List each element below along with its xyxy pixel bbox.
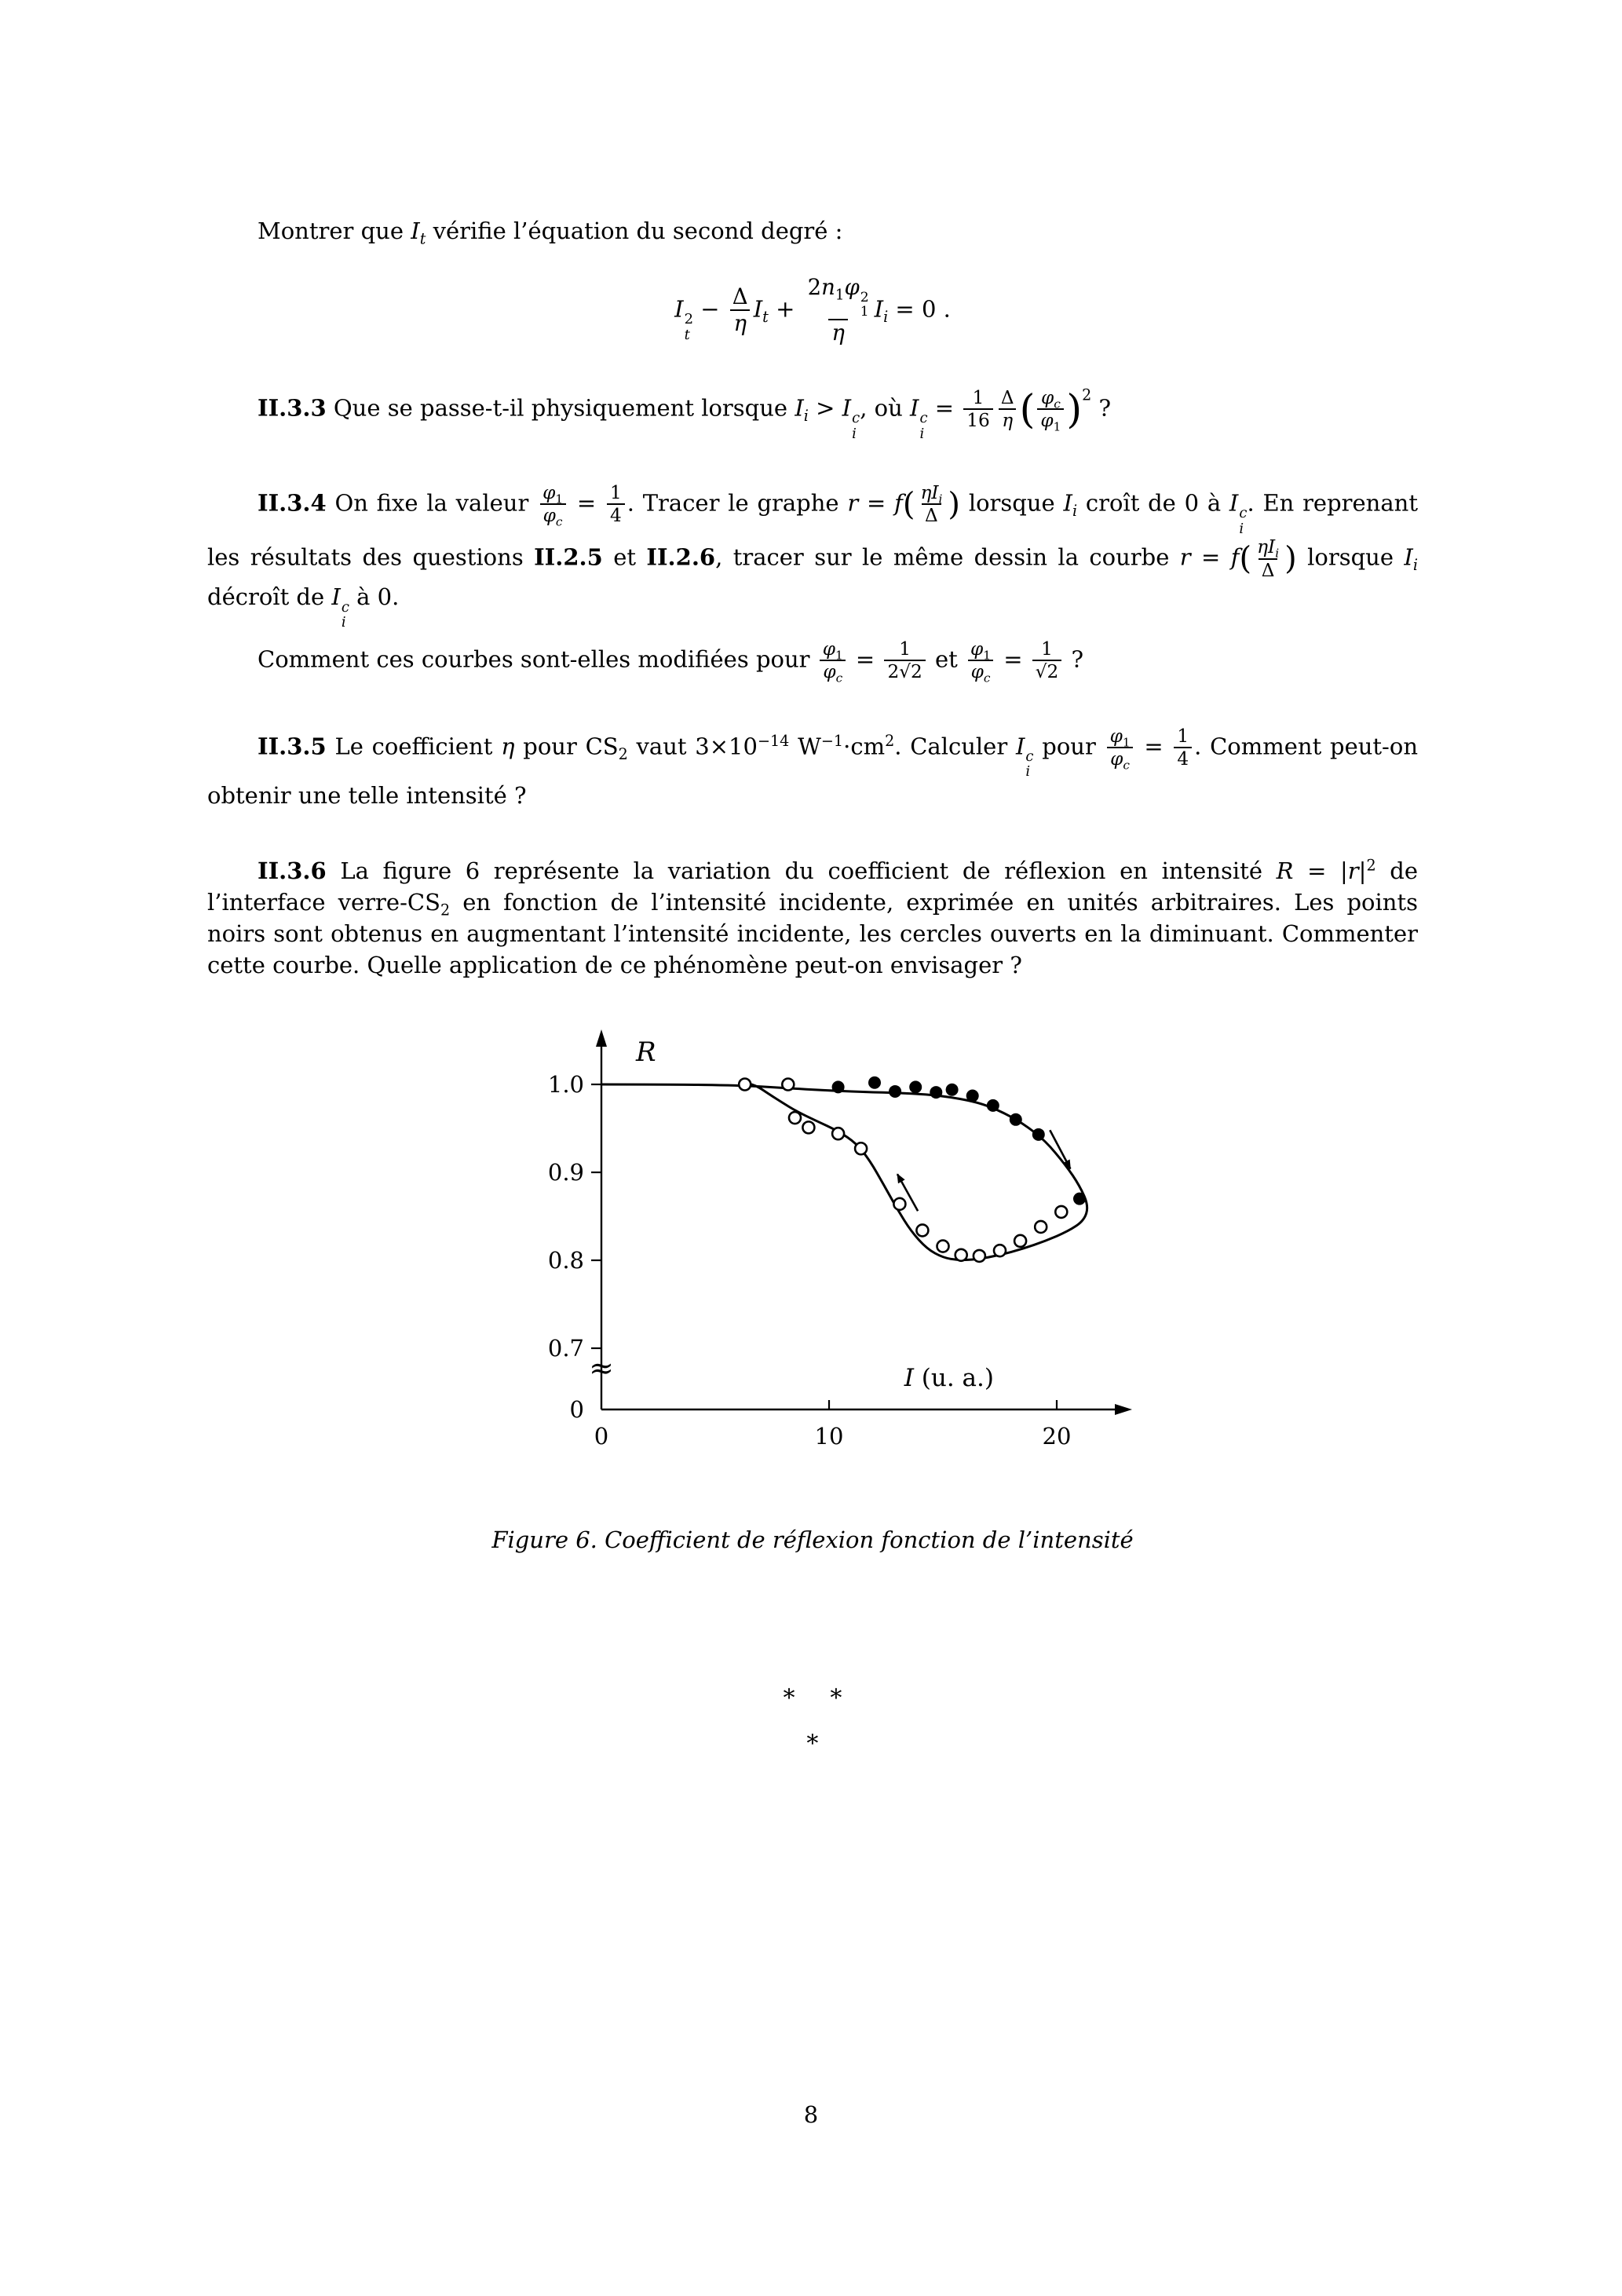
mid-paren: ( (902, 486, 915, 523)
fraction: $\frac{\varphi_1}{\varphi_c}$ (1107, 726, 1134, 770)
y-tick-label: 0.9 (547, 1158, 584, 1186)
data-point-filled (946, 1084, 959, 1096)
data-point-open (802, 1121, 814, 1133)
data-point-open (782, 1078, 794, 1090)
data-point-open (1014, 1235, 1026, 1247)
data-point-filled (889, 1085, 901, 1098)
x-axis-label: I (u. a.) (904, 1363, 995, 1392)
data-point-open (855, 1143, 867, 1154)
y-axis-break: ≈ (589, 1350, 614, 1385)
mid-paren: ) (1284, 540, 1297, 577)
page-number: 8 (803, 2101, 819, 2128)
section-separator (207, 1671, 1418, 1762)
fraction: $\frac{\varphi_c}{\varphi_1}$ (1037, 387, 1064, 432)
fraction: $\frac{1}{4}$ (607, 482, 625, 527)
data-point-filled (987, 1099, 999, 1112)
data-point-filled (1032, 1128, 1045, 1141)
y-tick-label: 0.8 (547, 1246, 584, 1274)
fraction: $\frac{1}{4}$ (1174, 726, 1192, 770)
data-point-open (1035, 1221, 1047, 1233)
x-tick-label: 10 (814, 1422, 844, 1450)
fraction: $\frac{\varphi_1}{\varphi_c}$ (967, 638, 994, 683)
question-II-3-4-suite: Comment ces courbes sont-elles modifiées pour $\frac{\varphi_1}{\varphi_c}$ = $\frac{1}{2√2}$ et $\frac{\varphi_1}{\varphi_c}$ = $\frac{1}{√2}$ ? (258, 638, 1084, 686)
y-axis-arrow (596, 1029, 607, 1047)
fraction: $2n_1\varphi$ 2 1 η (807, 275, 869, 346)
figure-caption: Figure 6. Coefficient de réflexion fonction de l’intensité (491, 1526, 1134, 1553)
question-II-3-4: II.3.4 On fixe la valeur $\frac{\varphi_1}{\varphi_c}$ = $\frac{1}{4}$ . Tracer le graphe r = f( $\frac{\eta I_i}{\Delta}$ ) lorsque $I_i$ croît de 0 à I c i . En reprenant les résultats des questions II.2.5 et II.2.6, tracer sur le même dessin la courbe r = f( $\frac{\eta I_i}{\Delta}$ ) lorsque $I_i$ décroît de I c i à 0. (207, 482, 1418, 631)
data-point-open (955, 1249, 967, 1261)
data-point-filled (966, 1089, 979, 1102)
x-tick-label: 0 (594, 1422, 609, 1450)
data-point-open (739, 1078, 751, 1090)
data-point-filled (1010, 1113, 1022, 1126)
fraction: $\frac{\varphi_1}{\varphi_c}$ (820, 638, 846, 683)
sub-sup-stack: c i (1239, 505, 1248, 537)
fraction: $\frac{\eta I_i}{\Delta}$ (1257, 536, 1280, 581)
x-axis-arrow (1115, 1404, 1132, 1415)
figure-6 (545, 1012, 1418, 1483)
sub-sup-stack: 2 1 (860, 289, 869, 320)
big-paren: ) (1066, 386, 1083, 433)
mid-paren: ( (1239, 540, 1252, 577)
question-II-3-3: II.3.3 Que se passe-t-il physiquement lorsque $I_i > I$ c i , où I c i = $\frac{1}{16}$ $\frac{\Delta}{\eta}$ ( $\frac{\varphi_c}{\varphi_1}$ )$^2$ ? (258, 386, 1112, 442)
y-tick-label: 0.7 (547, 1334, 584, 1362)
data-point-filled (832, 1080, 845, 1093)
data-point-open (832, 1128, 844, 1139)
fraction: $\frac{\eta I_i}{\Delta}$ (920, 482, 943, 527)
intro-paragraph: Montrer que $I_t$ vérifie l’équation du second degré : (258, 218, 843, 248)
figure-6-chart (545, 1012, 1181, 1477)
fraction: $\frac{1}{2√2}$ (884, 638, 925, 683)
fraction: $\frac{1}{√2}$ (1032, 638, 1062, 683)
question-II-3-6: II.3.6 La figure 6 représente la variation du coefficient de réflexion en intensité $R = |r|^2$ de l’interface verre-$CS_2$ en fonction de l’intensité incidente, exprimée en unités arbitraires. Les points noirs sont obtenus en augmentant l’intensité incidente, les cercles ouverts en la diminuant. Commenter cette courbe. Quelle application de ce phénomène peut-on envisager ? (207, 856, 1419, 978)
fraction: $\frac{\Delta}{\eta}$ (998, 387, 1017, 432)
data-point-filled (930, 1086, 942, 1099)
fraction: $\frac{1}{16}$ (963, 387, 993, 432)
display-equation: I 2 t − $\frac{\Delta}{\eta}$ $I_t$ + $2n_1\varphi$ 2 1 η $I_i = 0$ . (674, 275, 951, 346)
sub-sup-stack: c i (341, 599, 349, 631)
data-point-open (893, 1198, 905, 1210)
data-point-open (916, 1224, 928, 1236)
data-point-open (937, 1240, 949, 1252)
x-tick-label: 20 (1042, 1422, 1072, 1450)
y-axis-label: R (636, 1036, 656, 1068)
sub-sup-stack: c i (1025, 748, 1034, 781)
fraction: $\frac{\varphi_1}{\varphi_c}$ (539, 482, 566, 527)
mid-paren: ) (948, 486, 961, 523)
separator-stars-top: ∗ ∗ (780, 1679, 845, 1707)
question-II-3-5: II.3.5 Le coefficient η pour $CS_2$ vaut $3\times 10^{-14}$ $W^{-1}\cdot cm^2$. Calculer I c i pour $\frac{\varphi_1}{\varphi_c}$ = $\frac{1}{4}$ . Comment peut-on obtenir une telle intensité ? (207, 725, 1418, 809)
separator-star-bottom: ∗ (804, 1724, 821, 1753)
sub-sup-stack: c i (852, 410, 860, 442)
y-zero-label: 0 (569, 1395, 584, 1423)
data-point-open (974, 1250, 985, 1262)
data-point-filled (868, 1077, 881, 1089)
data-point-open (789, 1112, 801, 1124)
data-point-filled (909, 1080, 922, 1093)
sub-sup-stack: 2 t (684, 311, 694, 343)
fraction: $\frac{\Delta}{\eta}$ (729, 284, 751, 337)
hysteresis-curve (601, 1084, 1087, 1260)
y-tick-label: 1.0 (547, 1070, 584, 1098)
big-paren: ( (1019, 386, 1036, 433)
data-point-open (1055, 1206, 1067, 1218)
data-point-open (994, 1245, 1006, 1256)
sub-sup-stack: c i (919, 410, 928, 442)
data-point-filled (1073, 1192, 1086, 1205)
